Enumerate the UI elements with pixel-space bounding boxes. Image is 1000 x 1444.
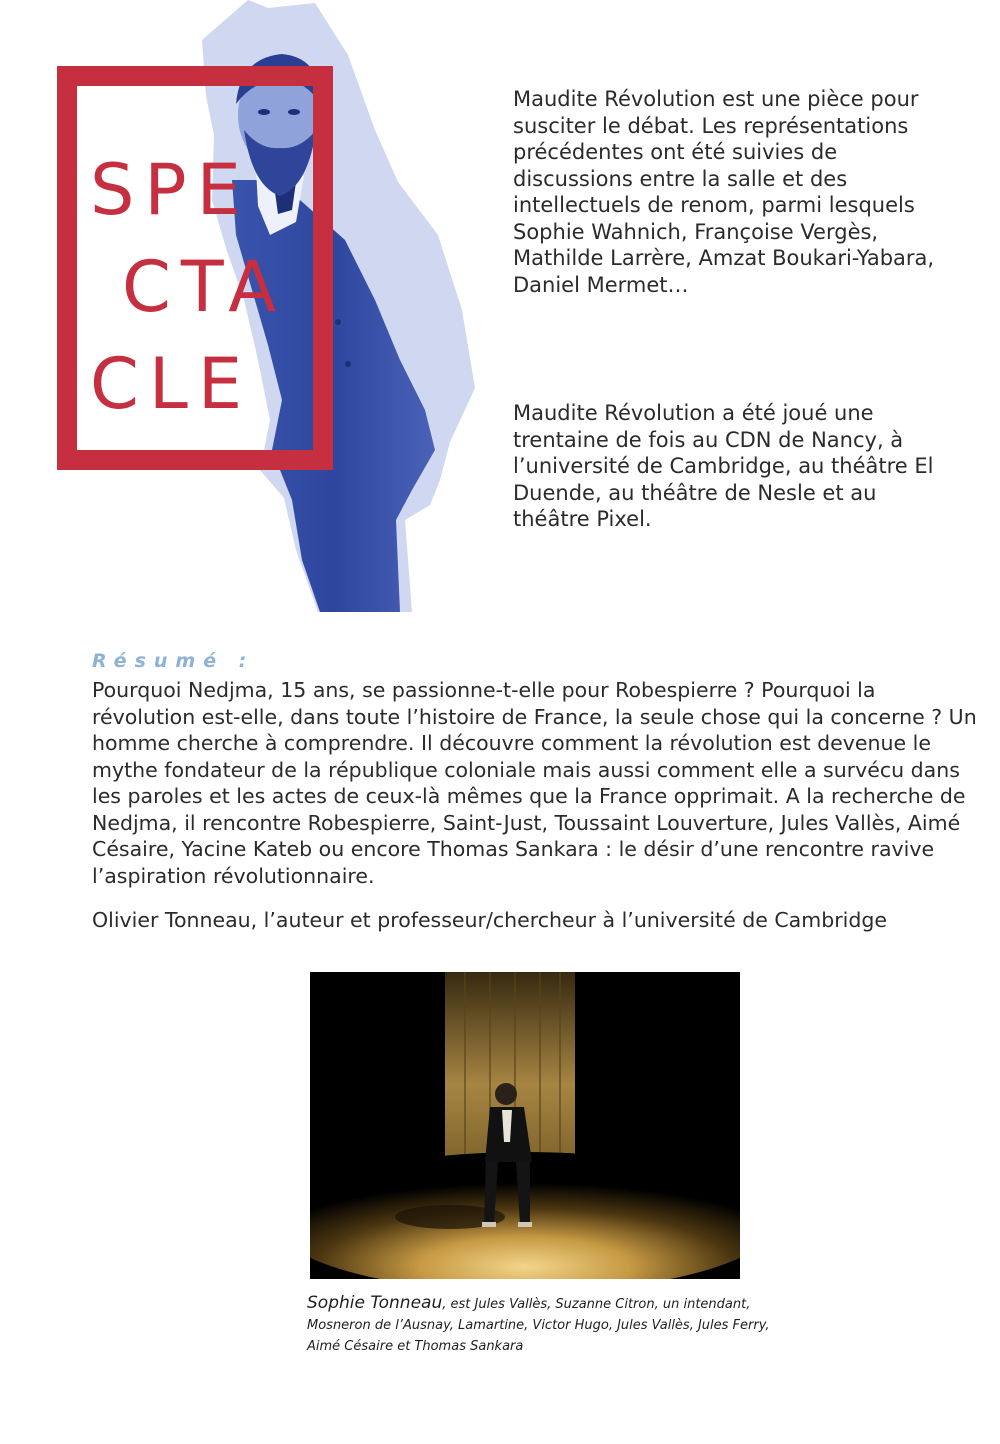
title-line-2: CTA [122,246,287,328]
debate-paragraph: Maudite Révolution est une pièce pour susciter le débat. Les représentations précédentes ont été suivies de discussions entre la salle et des intellectuels de renom, parmi lesquels Sophie Wahnich, Françoise Vergès, Mathilde Larrère, Amzat Boukari-Yabara, Daniel Mermet… [513,87,935,297]
photo-caption [307,1293,777,1357]
title-line-3: CLE [90,343,253,425]
title-line-1: SPE [90,149,251,231]
caption-name: Sophie Tonneau [307,1293,443,1313]
stage-photo [310,972,740,1279]
performances-paragraph: Maudite Révolution a été joué une trentaine de fois au CDN de Nancy, à l’université de Cambridge, au théâtre El Duende, au théâtre de Nesle et au théâtre Pixel. [513,401,934,531]
resume-label: Résumé : [92,650,255,672]
caption-text: , est Jules Vallès, Suzanne Citron, un intendant, Mosneron de l’Ausnay, Lamartine, Victor Hugo, Jules Vallès, Jules Ferry, Aimé Césaire et Thomas Sankara [307,1297,770,1354]
author-line: Olivier Tonneau, l’auteur et professeur/chercheur à l’université de Cambridge [92,908,887,932]
resume-text: Pourquoi Nedjma, 15 ans, se passionne-t-elle pour Robespierre ? Pourquoi la révolution est-elle, dans toute l’histoire de France, la seule chose qui la concerne ? Un homme cherche à comprendre. Il découvre comment la révolution est devenue le mythe fondateur de la république coloniale mais aussi comment elle a survécu dans les paroles et les actes de ceux-là mêmes que la France opprimait. A la recherche de Nedjma, il rencontre Robespierre, Saint-Just, Toussaint Louverture, Jules Vallès, Aimé Césaire, Yacine Kateb ou encore Thomas Sankara : le désir d’une rencontre ravive l’aspiration révolutionnaire. [92,678,977,888]
